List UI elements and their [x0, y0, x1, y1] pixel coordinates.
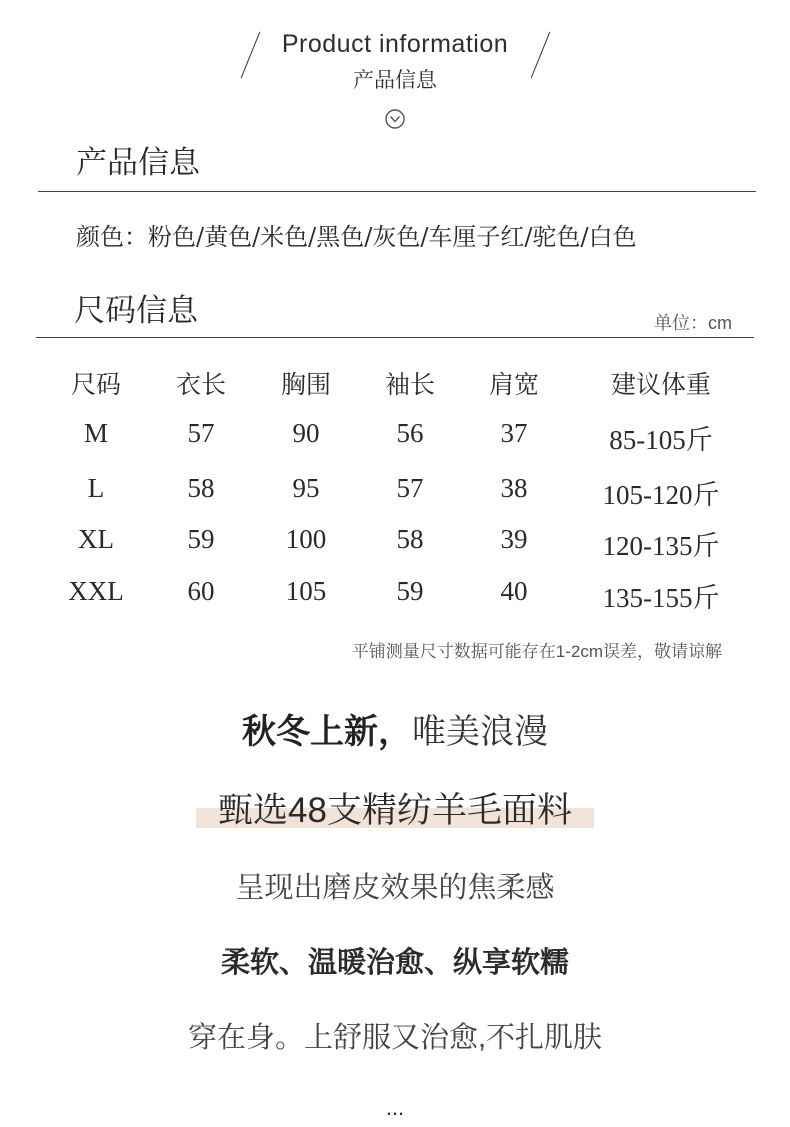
table-header-cell: 肩宽 [488, 370, 540, 399]
table-cell: 105 [285, 576, 327, 606]
table-cell: 40 [500, 576, 528, 606]
table-cell: 58 [396, 524, 424, 554]
colors-value: 粉色/黄色/米色/黑色/灰色/车厘子红/驼色/白色 [148, 223, 637, 251]
size-info-divider [36, 337, 754, 338]
table-cell: 60 [187, 576, 215, 606]
table-header-cell: 建议体重 [610, 370, 712, 399]
table-cell: M [83, 418, 109, 448]
table-cell: 37 [500, 418, 528, 448]
table-cell: 38 [500, 473, 528, 503]
size-info-title: 尺码信息 [74, 293, 198, 329]
table-cell: XL [78, 524, 114, 554]
chevron-down-circle-icon [384, 108, 406, 130]
table-cell: L [87, 473, 105, 503]
table-cell: 58 [187, 473, 215, 503]
table-cell: 100 [285, 524, 327, 554]
table-cell: 57 [187, 418, 215, 448]
table-cell: 105-120斤 [602, 480, 720, 510]
table-header-cell: 尺码 [70, 370, 122, 399]
table-cell: 120-135斤 [602, 531, 720, 561]
table-cell: 85-105斤 [609, 425, 713, 455]
table-cell: 56 [396, 418, 424, 448]
product-info-title: 产品信息 [76, 145, 200, 181]
header-title-zh: 产品信息 [353, 69, 437, 92]
table-cell: 135-155斤 [602, 583, 720, 613]
table-cell: 59 [187, 524, 215, 554]
headline-bold: 秋冬上新， [242, 713, 412, 751]
table-cell: 39 [500, 524, 528, 554]
texture-line: 呈现出磨皮效果的焦柔感 [235, 872, 555, 904]
marketing-headline [0, 704, 790, 753]
headline-rest: 唯美浪漫 [412, 713, 548, 751]
table-cell: 95 [292, 473, 320, 503]
table-cell: 57 [396, 473, 424, 503]
table-cell: 59 [396, 576, 424, 606]
comfort-line: 穿在身。上舒服又治愈,不扎肌肤 [187, 1022, 603, 1054]
product-info-divider [38, 191, 756, 192]
table-header-cell: 衣长 [175, 370, 227, 399]
table-cell: 90 [292, 418, 320, 448]
fabric-line: 甄选48支精纺羊毛面料 [218, 791, 572, 830]
table-header-cell: 袖长 [384, 370, 436, 399]
table-cell: XXL [68, 576, 124, 606]
color-options [76, 217, 637, 252]
measurement-note: 平铺测量尺寸数据可能存在1-2cm误差，敬请谅解 [351, 642, 722, 661]
ellipsis: ... [385, 1095, 405, 1120]
table-header-cell: 胸围 [280, 370, 332, 399]
header-title-en: Product information [281, 30, 509, 58]
unit-label: 单位：cm [654, 313, 732, 333]
softness-line: 柔软、温暖治愈、纵享软糯 [220, 947, 569, 979]
colors-label: 颜色： [76, 223, 148, 251]
